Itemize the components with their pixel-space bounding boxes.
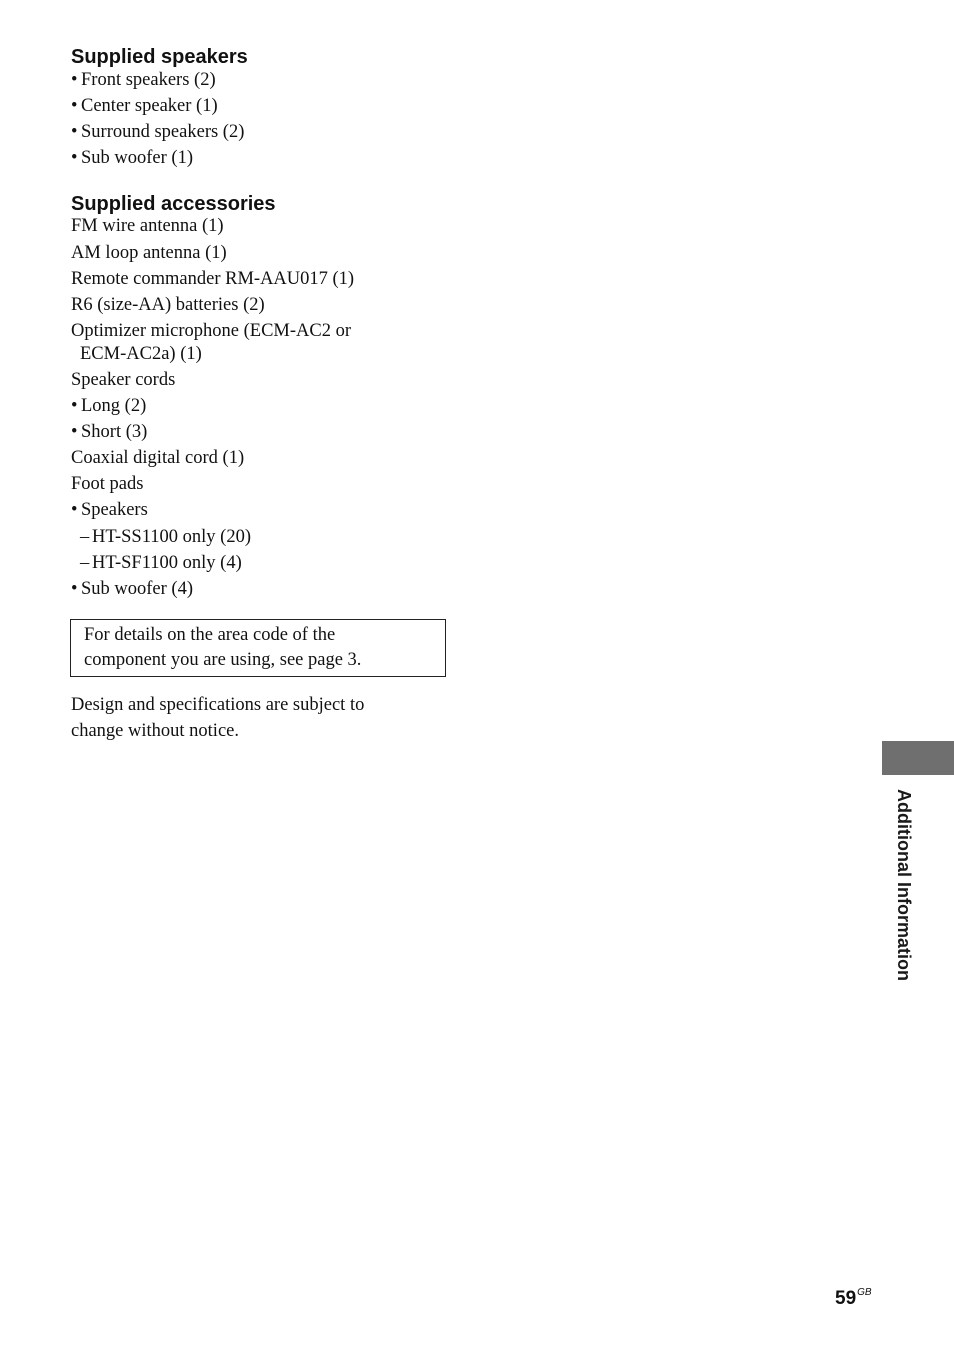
page-number xyxy=(835,1281,872,1311)
section-tab xyxy=(882,741,954,775)
section-side-label: Additional Information xyxy=(894,789,914,981)
note-line: For details on the area code of the xyxy=(84,625,336,645)
speaker-list-item xyxy=(71,147,193,169)
speaker-list-item xyxy=(71,69,216,91)
foot-pad-sub-item xyxy=(80,552,242,574)
foot-pad-speakers-text: Speakers xyxy=(81,500,148,520)
cord-list-item xyxy=(71,421,147,443)
accessory-speaker-cords: Speaker cords xyxy=(71,370,176,390)
bullet: • xyxy=(71,579,78,599)
bullet: • xyxy=(71,422,78,442)
accessory-foot-pads: Foot pads xyxy=(71,474,144,494)
speaker-item-text: Front speakers (2) xyxy=(81,70,216,90)
supplied-accessories-heading: Supplied accessories xyxy=(71,193,276,215)
cord-short-text: Short (3) xyxy=(81,422,148,442)
cord-long-text: Long (2) xyxy=(81,396,147,416)
speaker-list-item xyxy=(71,95,218,117)
foot-pad-list-item xyxy=(71,578,193,600)
page-number-value: 59 xyxy=(835,1288,857,1309)
accessory-am-antenna: AM loop antenna (1) xyxy=(71,243,227,263)
speaker-item-text: Center speaker (1) xyxy=(81,96,218,116)
speaker-item-text: Surround speakers (2) xyxy=(81,122,245,142)
bullet: • xyxy=(71,70,78,90)
area-code-note-box xyxy=(70,619,446,677)
accessory-fm-antenna: FM wire antenna (1) xyxy=(71,216,224,236)
foot-pad-sf-text: HT-SF1100 only (4) xyxy=(92,553,242,573)
foot-pad-ss-text: HT-SS1100 only (20) xyxy=(92,527,251,547)
dash: – xyxy=(80,527,90,547)
cord-list-item xyxy=(71,395,146,417)
supplied-speakers-heading: Supplied speakers xyxy=(71,46,248,68)
note-line: component you are using, see page 3. xyxy=(84,650,362,670)
disclaimer-line: Design and specifications are subject to xyxy=(71,695,365,715)
disclaimer-line: change without notice. xyxy=(71,721,239,741)
speaker-list-item xyxy=(71,121,244,143)
bullet: • xyxy=(71,96,78,116)
accessory-batteries: R6 (size-AA) batteries (2) xyxy=(71,295,265,315)
page-number-suffix: GB xyxy=(857,1287,872,1298)
foot-pad-sub-item xyxy=(80,526,251,548)
speaker-item-text: Sub woofer (1) xyxy=(81,148,194,168)
accessory-microphone-cont: ECM-AC2a) (1) xyxy=(80,344,202,364)
accessory-microphone: Optimizer microphone (ECM-AC2 or xyxy=(71,321,352,341)
bullet: • xyxy=(71,148,78,168)
bullet: • xyxy=(71,396,78,416)
accessory-coaxial-cord: Coaxial digital cord (1) xyxy=(71,448,245,468)
dash: – xyxy=(80,553,90,573)
accessory-remote: Remote commander RM-AAU017 (1) xyxy=(71,269,355,289)
bullet: • xyxy=(71,500,78,520)
foot-pad-subwoofer-text: Sub woofer (4) xyxy=(81,579,194,599)
bullet: • xyxy=(71,122,78,142)
foot-pad-list-item xyxy=(71,499,148,521)
